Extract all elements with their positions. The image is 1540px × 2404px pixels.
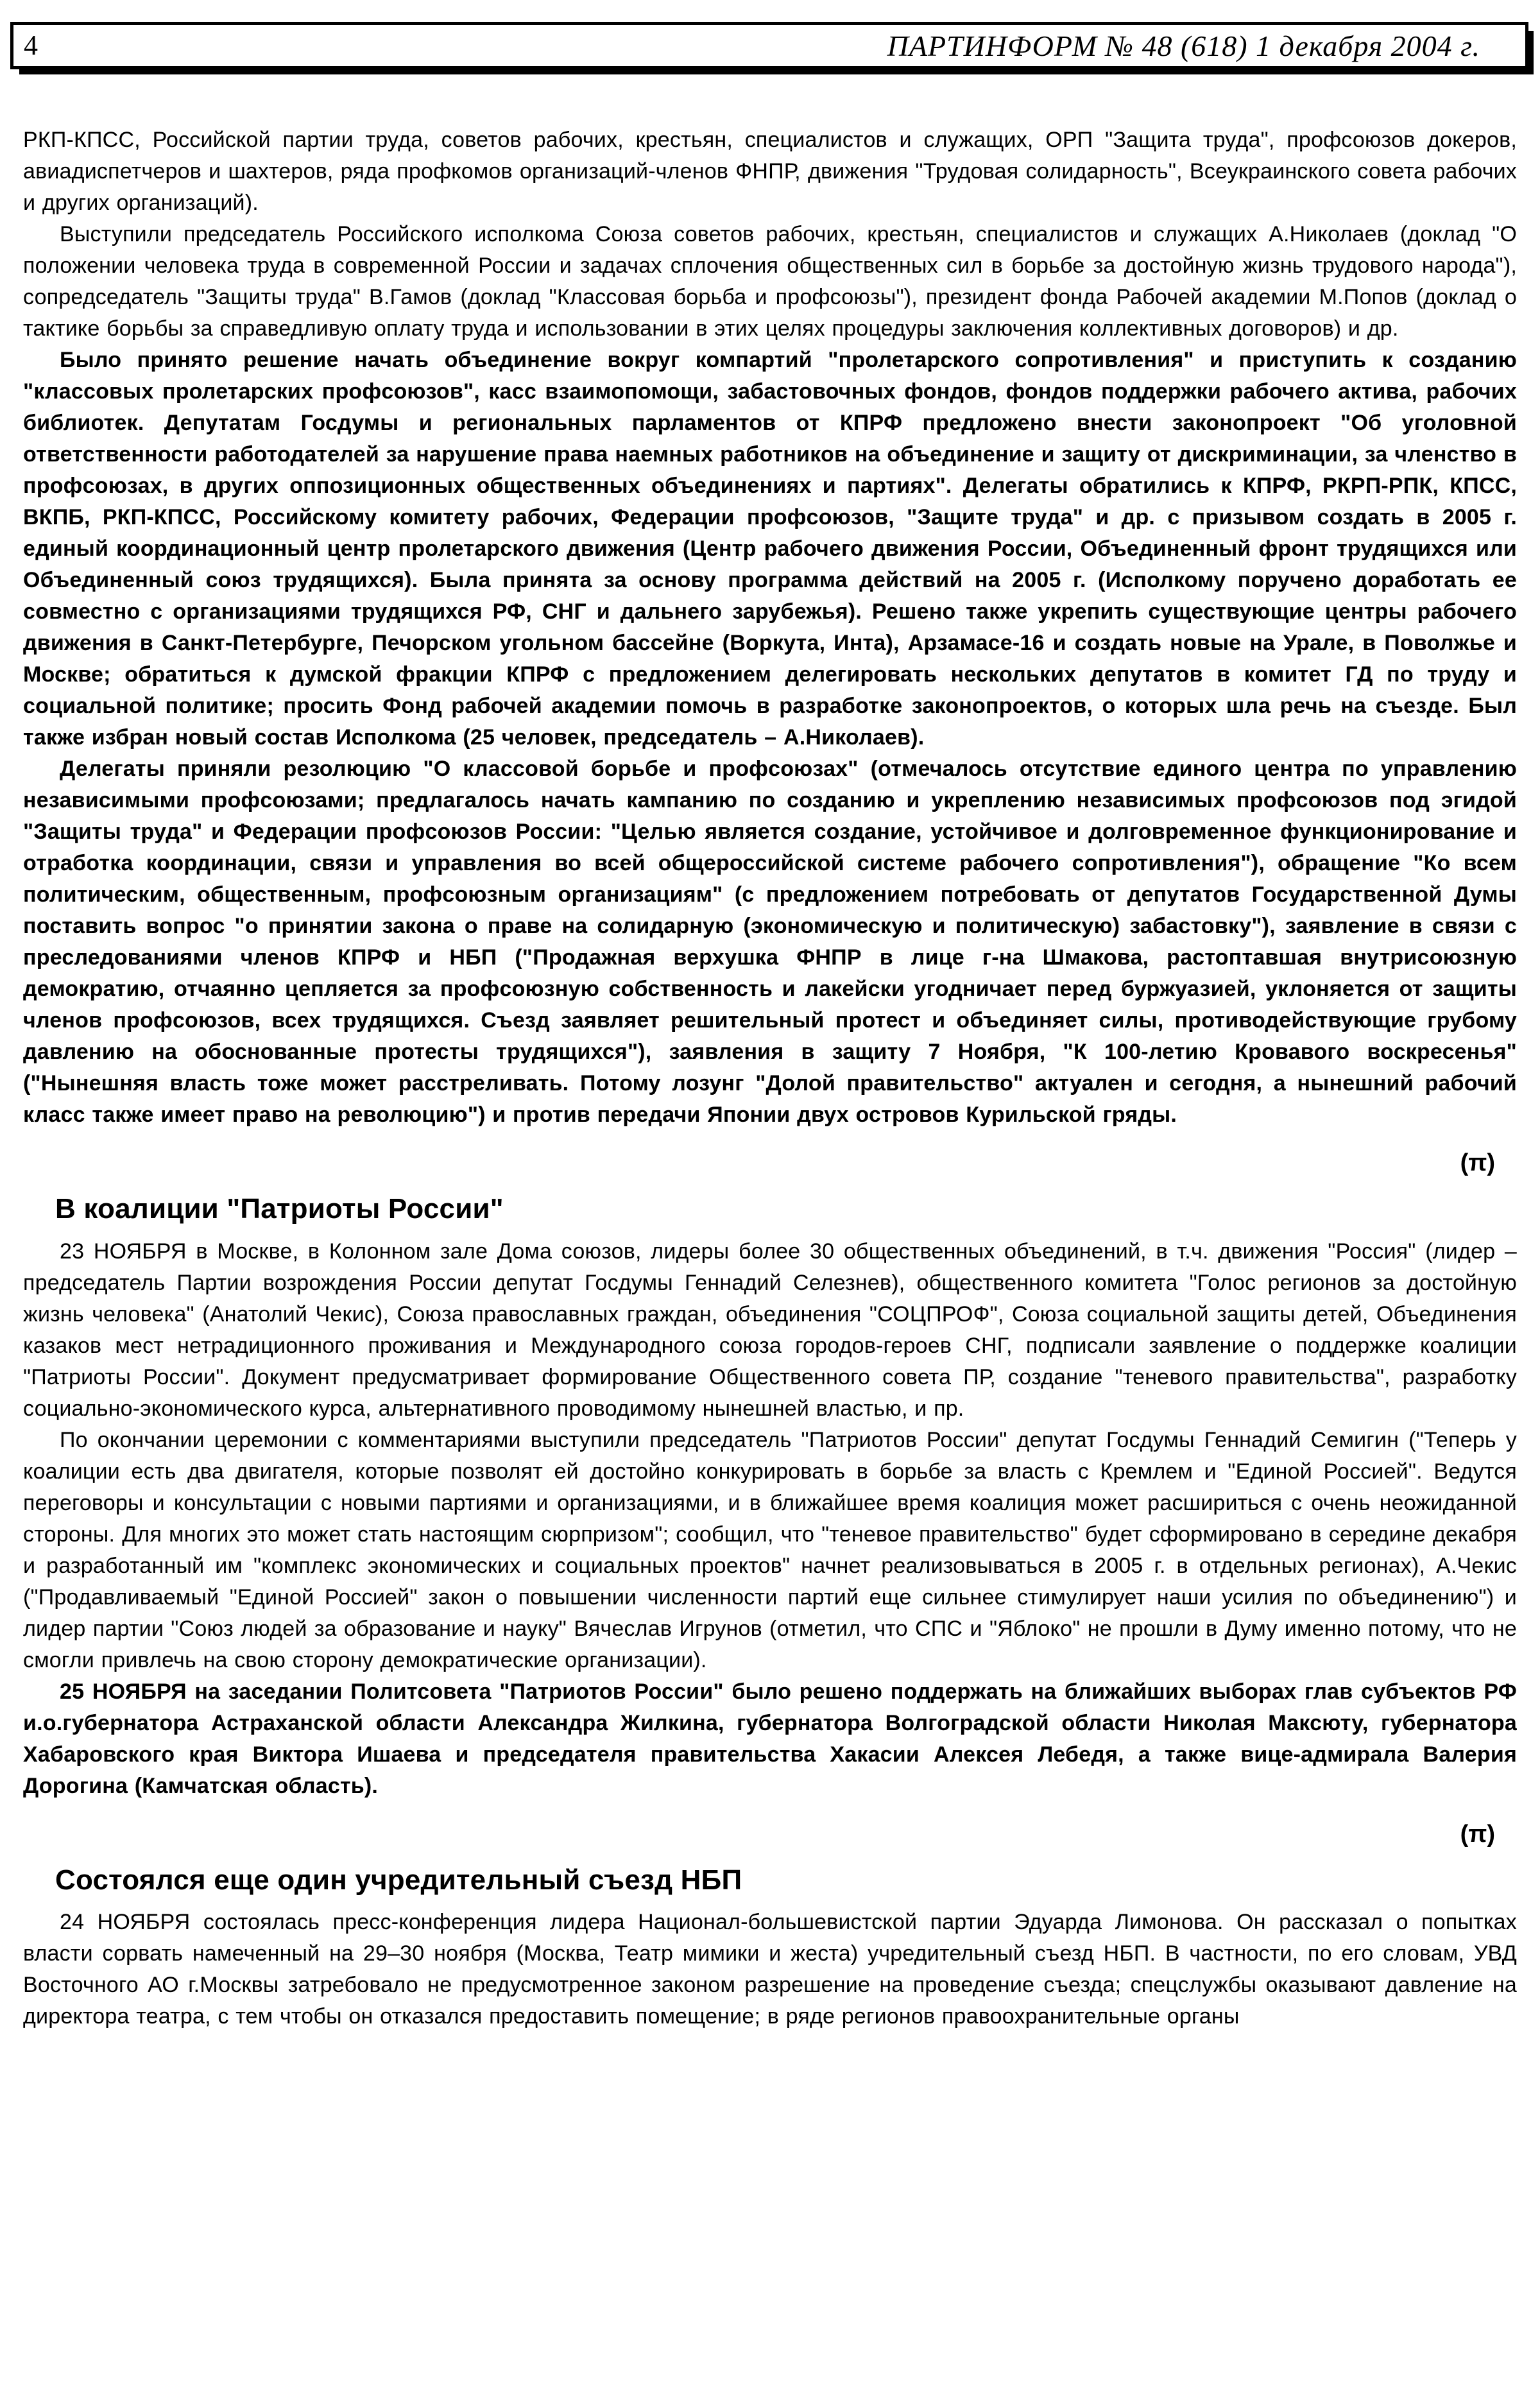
paragraph-continuation: РКП-КПСС, Российской партии труда, советов рабочих, крестьян, специалистов и служащих, ОРП "Защита труда", профсоюзов докеров, авиадиспетчеров и шахтеров, ряда профкомов организаций-членов ФНПР, движения "Трудовая солидарность", Всеукраинского совета рабочих и других организаций).	[23, 128, 1517, 215]
page-header	[10, 22, 1528, 69]
paragraph-23-november: 23 НОЯБРЯ в Москве, в Колонном зале Дома союзов, лидеры более 30 общественных объединений, в т.ч. движения "Россия" (лидер – председатель Партии возрождения России депутат Госдумы Геннадий Селезнев), общественного комитета "Голос регионов за достойную жизнь человека" (Анатолий Чекис), Союза православных граждан, объединения "СОЦПРОФ", Союза социальной защиты детей, Объединения казаков мест нетрадиционного проживания и Международного союза городов-героев СНГ, подписали заявление о поддержке коалиции "Патриоты России". Документ предусматривает формирование Общественного совета ПР, создание "теневого правительства", разработку социально-экономического курса, альтернативного проводимому нынешней властью, и пр.	[23, 1239, 1517, 1421]
article-end-mark: (π)	[1460, 1149, 1495, 1176]
page-body	[23, 124, 1517, 2032]
section-heading-nbp: Состоялся еще один учредительный съезд НБП	[55, 1864, 742, 1896]
paragraph-delegates-bold: Делегаты приняли резолюцию "О классовой борьбе и профсоюзах" (отмечалось отсутствие единого центра по управлению независимыми профсоюзами; предлагалось начать кампанию по созданию и укреплению независимых профсоюзов под эгидой "Защиты труда" и Федерации профсоюзов России: "Целью является создание, устойчивое и долговременное функционирование и отработка координации, связи и управления во всей общероссийской системе рабочего сопротивления"), обращение "Ко всем политическим, общественным, профсоюзным организациям" (с предложением потребовать от депутатов Государственной Думы поставить вопрос "о принятии закона о праве на солидарную (экономическую и политическую) забастовку"), заявление в связи с преследованиями членов КПРФ и НБП ("Продажная верхушка ФНПР в лице г-на Шмакова, растоптавшая внутрисоюзную демократию, отчаянно цепляется за профсоюзную собственность и лакейски угодничает перед буржуазией, уклоняется от защиты членов профсоюзов, всех трудящихся. Съезд заявляет решительный протест и объединяет силы, противодействующие грубому давлению на обоснованные протесты трудящихся"), заявления в защиту 7 Ноября, "К 100-летию Кровавого воскресенья" ("Нынешняя власть тоже может расстреливать. Потому лозунг "Долой правительство" актуален и сегодня, а нынешний рабочий класс также имеет право на революцию") и против передачи Японии двух островов Курильской гряды.	[23, 757, 1517, 1127]
newsletter-title: ПАРТИНФОРМ № 48 (618) 1 декабря 2004 г.	[887, 29, 1480, 62]
paragraph-ceremony-comments: По окончании церемонии с комментариями выступили председатель "Патриотов России" депутат Госдумы Геннадий Семигин ("Теперь у коалиции есть два двигателя, которые позволят ей достойно конкурировать в борьбе за власть с Кремлем и "Единой Россией". Ведутся переговоры и консультации с новыми партиями и организациями, и в ближайшее время коалиция может расшириться с очень неожиданной стороны. Для многих это может стать настоящим сюрпризом"; сообщил, что "теневое правительство" будет сформировано в середине декабря и разработанный им "комплекс экономических и социальных проектов" начнет реализовываться в 2005 г. в отдельных регионах), А.Чекис ("Продавливаемый "Единой Россией" закон о повышении численности партий еще сильнее стимулирует наши усилия по объединению") и лидер партии "Союз людей за образование и науку" Вячеслав Игрунов (отметил, что СПС и "Яблоко" не прошли в Думу именно потому, что не смогли привлечь на свою сторону демократические организации).	[23, 1427, 1517, 1672]
paragraph-25-november-bold: 25 НОЯБРЯ на заседании Политсовета "Патриотов России" было решено поддержать на ближайших выборах глав субъектов РФ и.о.губернатора Астраханской области Александра Жилкина, губернатора Волгоградской области Николая Максюту, губернатора Хабаровского края Виктора Ишаева и председателя правительства Хакасии Алексея Лебедя, а также вице-адмирала Валерия Дорогина (Камчатская область).	[23, 1679, 1517, 1798]
page-number: 4	[24, 30, 38, 61]
document-page	[0, 22, 1540, 2404]
paragraph-speakers: Выступили председатель Российского исполкома Союза советов рабочих, крестьян, специалистов и служащих А.Николаев (доклад "О положении человека труда в современной России и задачах сплочения общественных сил в борьбе за достойную жизнь трудового народа"), сопредседатель "Защиты труда" В.Гамов (доклад "Классовая борьба и профсоюзы"), президент фонда Рабочей академии М.Попов (доклад о тактике борьбы за справедливую оплату труда и использовании в этих целях процедуры заключения коллективных договоров) и др.	[23, 222, 1517, 341]
paragraph-resolution-bold: Было принято решение начать объединение вокруг компартий "пролетарского сопротивления" и приступить к созданию "классовых пролетарских профсоюзов", касс взаимопомощи, забастовочных фондов, фондов поддержки рабочего актива, рабочих библиотек. Депутатам Госдумы и региональных парламентов от КПРФ предложено внести законопроект "Об уголовной ответственности работодателей за нарушение права наемных работников на объединение и защиту от дискриминации, за членство в профсоюзах, в других оппозиционных общественных объединениях и партиях". Делегаты обратились к КПРФ, РКРП-РПК, КПСС, ВКПБ, РКП-КПСС, Российскому комитету рабочих, Федерации профсоюзов, "Защите труда" и др. с призывом создать в 2005 г. единый координационный центр пролетарского движения (Центр рабочего движения России, Объединенный фронт трудящихся или Объединенный союз трудящихся). Была принята за основу программа действий на 2005 г. (Исполкому поручено доработать ее совместно с организациями трудящихся РФ, СНГ и дальнего зарубежья). Решено также укрепить существующие центры рабочего движения в Санкт-Петербурге, Печорском угольном бассейне (Воркута, Инта), Арзамасе-16 и создать новые на Урале, в Поволжье и Москве; обратиться к думской фракции КПРФ с предложением делегировать нескольких депутатов в комитет ГД по труду и социальной политике; просить Фонд рабочей академии помочь в разработке законопроектов, о которых шла речь на съезде. Был также избран новый состав Исполкома (25 человек, председатель – А.Николаев).	[23, 348, 1517, 750]
article-end-mark: (π)	[1460, 1820, 1495, 1848]
paragraph-24-november: 24 НОЯБРЯ состоялась пресс-конференция лидера Национал-большевистской партии Эдуарда Лимонова. Он рассказал о попытках власти сорвать намеченный на 29–30 ноября (Москва, Театр мимики и жеста) учредительный съезд НБП. В частности, по его словам, УВД Восточного АО г.Москвы затребовало не предусмотренное законом разрешение на проведение съезда; спецслужбы оказывают давление на директора театра, с тем чтобы он отказался предоставить помещение; в ряде регионов правоохранительные органы	[23, 1910, 1517, 2029]
section-heading-patriots: В коалиции "Патриоты России"	[55, 1193, 504, 1224]
